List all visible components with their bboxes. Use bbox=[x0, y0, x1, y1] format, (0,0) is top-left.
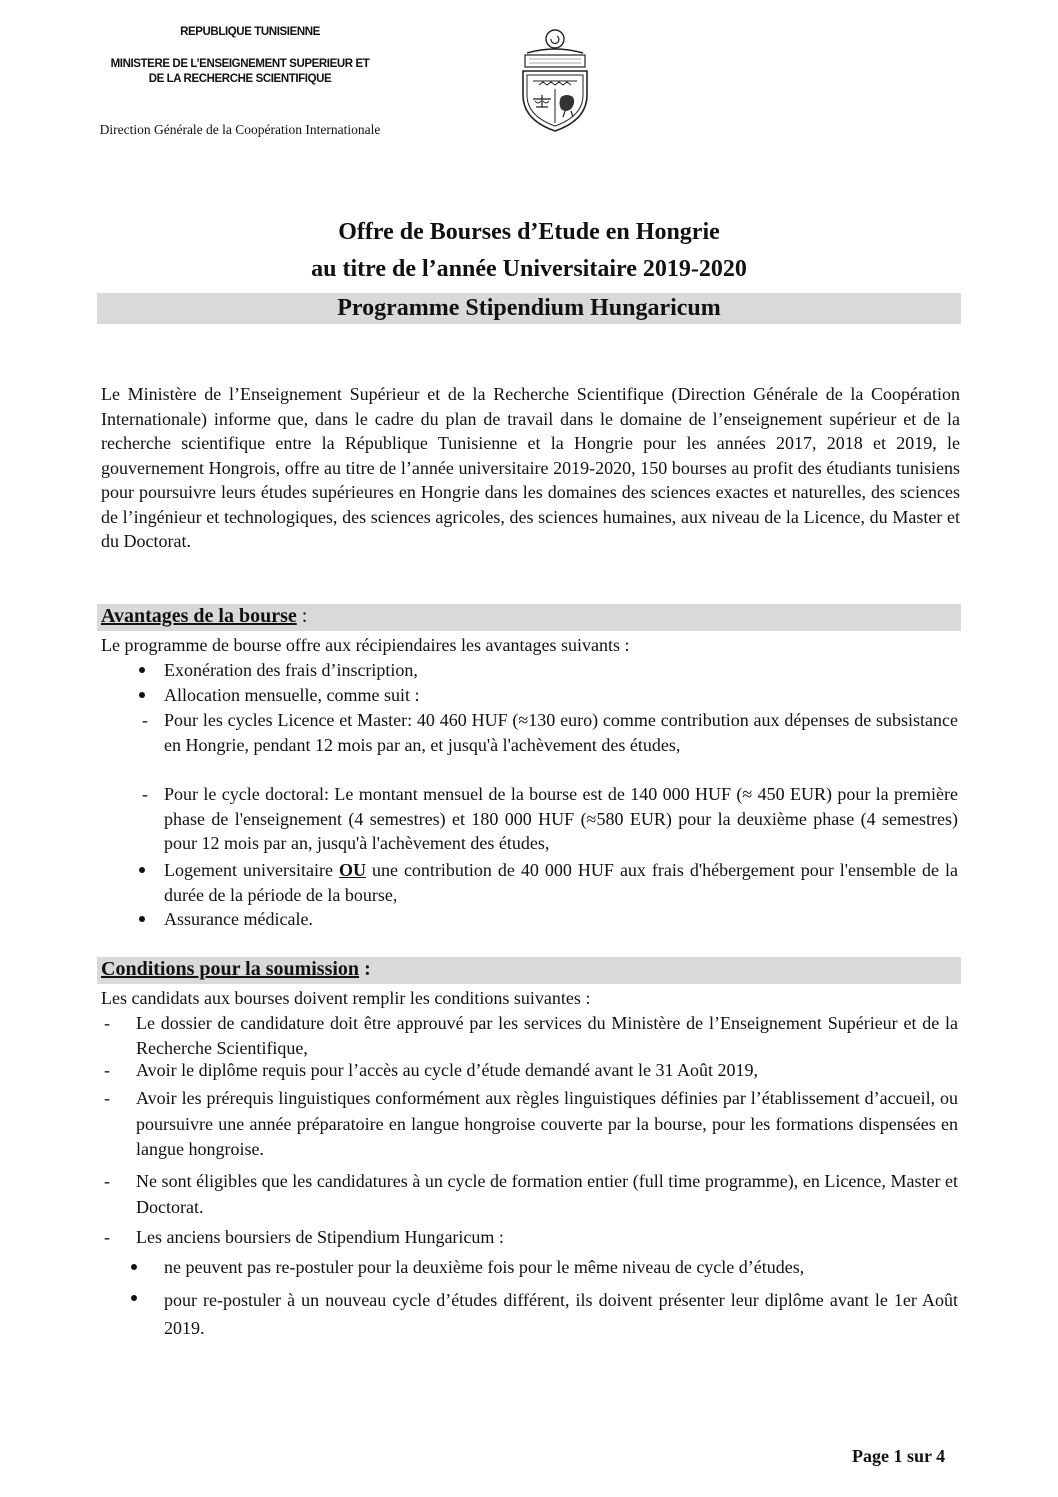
condition-language: Avoir les prérequis linguistiques conformément aux règles linguistiques définies par l’établissement d’accueil, ou poursuivre une année préparatoire en langue hongroise couverte par la bourse, pour les formations dispensées en langue hongroise. bbox=[136, 1088, 958, 1159]
intro-paragraph: Le Ministère de l’Enseignement Supérieur et de la Recherche Scientifique (Direction Générale de la Coopération Internationale) informe que, dans le cadre du plan de travail dans le domaine de l’enseignement supérieur et de la recherche scientifique entre la République Tunisienne et la Hongrie pour les années 2017, 2018 et 2019, le gouvernement Hongrois, offre au titre de l’année universitaire 2019-2020, 150 bourses au profit des étudiants tunisiens pour poursuivre leurs études supérieures en Hongrie dans les domaines des sciences exactes et naturelles, des sciences de l’ingénieur et technologiques, des sciences agricoles, des sciences humaines, aux niveau de la Licence, du Master et du Doctorat. bbox=[101, 384, 960, 551]
document-title-line-2: au titre de l’année Universitaire 2019-2020 bbox=[311, 256, 747, 282]
condition-diploma: Avoir le diplôme requis pour l’accès au cycle d’étude demandé avant le 31 Août 2019, bbox=[136, 1060, 758, 1080]
bullet-housing bbox=[139, 867, 145, 873]
dash-c3: - bbox=[104, 1088, 110, 1108]
avantages-title-text: Avantages de la bourse bbox=[101, 605, 297, 627]
condition-full-time: Ne sont éligibles que les candidatures à un cycle de formation entier (full time programme), en Licence, Master et Doctorat. bbox=[136, 1171, 958, 1217]
avantage-housing bbox=[164, 858, 958, 907]
avantages-title bbox=[101, 605, 307, 628]
republic-heading: REPUBLIQUE TUNISIENNE bbox=[180, 26, 320, 38]
avantages-lead: Le programme de bourse offre aux récipiendaires les avantages suivants : bbox=[101, 635, 630, 655]
housing-text-after: une contribution de 40 000 HUF aux frais d'hébergement pour l'ensemble de la durée de la période de la bourse, bbox=[164, 860, 958, 905]
dash-doctoral: - bbox=[142, 784, 148, 804]
conditions-title-text: Conditions pour la soumission bbox=[101, 958, 360, 980]
condition-former-new-cycle: pour re-postuler à un nouveau cycle d’études différent, ils doivent présenter leur diplôme avant le 1er Août 2019. bbox=[164, 1290, 958, 1338]
page-number: Page 1 sur 4 bbox=[852, 1446, 946, 1466]
condition-former-same-level: ne peuvent pas re-postuler pour la deuxième fois pour le même niveau de cycle d’études, bbox=[164, 1257, 805, 1277]
tunisia-coat-of-arms-icon bbox=[515, 25, 595, 135]
dash-licence: - bbox=[142, 710, 148, 730]
bullet-fees bbox=[139, 667, 145, 673]
housing-or: OU bbox=[338, 860, 366, 880]
allowance-licence-master: Pour les cycles Licence et Master: 40 460 HUF (≈130 euro) comme contribution aux dépenses de subsistance en Hongrie, pendant 12 mois par an, et jusqu'à l'achèvement des études, bbox=[164, 710, 958, 755]
condition-former-fellows: Les anciens boursiers de Stipendium Hungaricum : bbox=[136, 1227, 504, 1247]
bullet-insurance bbox=[139, 916, 145, 922]
conditions-title-suffix: : bbox=[359, 958, 371, 980]
allowance-doctoral: Pour le cycle doctoral: Le montant mensuel de la bourse est de 140 000 HUF (≈ 450 EUR) pour la première phase de l'enseignement (4 semestres) et 180 000 HUF (≈580 EUR) pour la deuxième phase (4 semestres) pour 12 mois par an, jusqu'à l'achèvement des études, bbox=[164, 784, 958, 853]
document-title-line-1: Offre de Bourses d’Etude en Hongrie bbox=[338, 219, 720, 245]
avantage-fees: Exonération des frais d’inscription, bbox=[164, 660, 418, 680]
conditions-lead: Les candidats aux bourses doivent remplir les conditions suivantes : bbox=[101, 988, 591, 1008]
avantages-title-suffix: : bbox=[296, 605, 308, 627]
avantage-allowance: Allocation mensuelle, comme suit : bbox=[164, 685, 420, 705]
dash-c2: - bbox=[104, 1060, 110, 1080]
dash-c1: - bbox=[104, 1013, 110, 1033]
dash-c4: - bbox=[104, 1171, 110, 1191]
housing-text-before: Logement universitaire bbox=[164, 860, 339, 880]
ministry-line-2: DE LA RECHERCHE SCIENTIFIQUE bbox=[148, 73, 332, 85]
bullet-allowance bbox=[139, 692, 145, 698]
conditions-title bbox=[101, 958, 371, 981]
program-title: Programme Stipendium Hungaricum bbox=[337, 295, 721, 321]
dash-c5: - bbox=[104, 1227, 110, 1247]
direction-name: Direction Générale de la Coopération Internationale bbox=[99, 122, 381, 137]
ministry-line-1: MINISTERE DE L’ENSEIGNEMENT SUPERIEUR ET bbox=[110, 58, 370, 70]
condition-approval: Le dossier de candidature doit être approuvé par les services du Ministère de l’Enseignement Supérieur et de la Recherche Scientifique, bbox=[136, 1013, 958, 1058]
bullet-c5b bbox=[131, 1295, 137, 1301]
bullet-c5a bbox=[131, 1264, 137, 1270]
avantage-insurance: Assurance médicale. bbox=[164, 909, 313, 929]
